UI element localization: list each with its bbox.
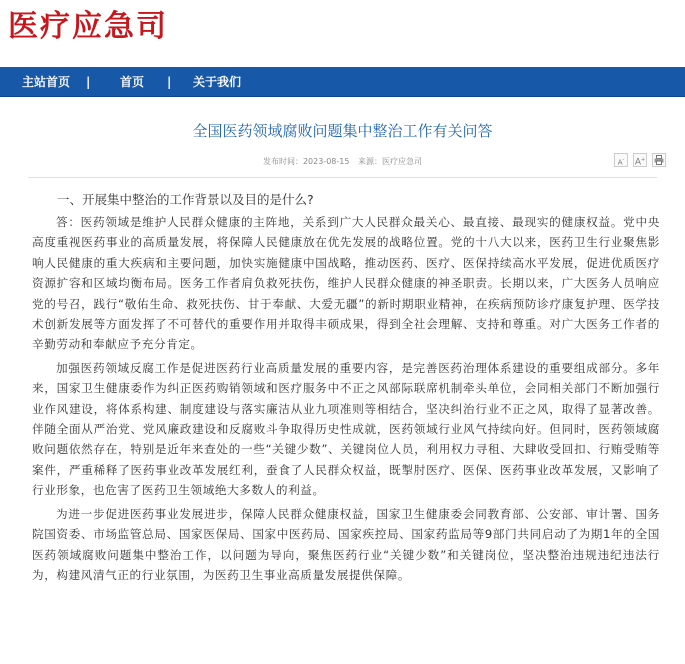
site-logo[interactable]: 医疗应急司 [8,9,168,44]
publish-date-label: 发布时间：2023-08-15 [262,157,350,166]
font-larger-button[interactable]: A+ [633,153,647,167]
main-nav [0,67,685,97]
article-meta [0,156,685,167]
paragraph: 为进一步促进医药事业发展进步，保障人民群众健康权益，国家卫生健康委会同教育部、公安部、审计署、国务院国资委、市场监管总局、国家医保局、国家中医药局、国家疾控局、国家药监局等9部门共同启动了为期1年的全国医药领域腐败问题集中整治工作，以问题为导向，聚焦医药行业“关键少数”和关键岗位，坚决整治违规违纪违法行为，构建风清气正的行业氛围，为医药卫生事业高质量发展提供保障。 [32,506,660,582]
paragraph: 加强医药领域反腐工作是促进医药行业高质量发展的重要内容，是完善医药治理体系建设的重要组成部分。多年来，国家卫生健康委作为纠正医药购销领域和医疗服务中不正之风部际联席机制牵头单位，会同相关部门不断加强行业作风建设，将体系构建、制度建设与落实廉洁从业九项准则等相结合，坚决纠治行业不正之风，取得了显著改善。伴随全面从严治党、党风廉政建设和反腐败斗争取得历史性成就，医药领域行业风气持续向好。但同时，医药领域腐败问题依然存在，特别是近年来查处的一些“关键少数”、关键岗位人员，利用权力寻租、大肆收受回扣、行贿受贿等案件，严重稀释了医药事业改革发展红利，蚕食了人民群众权益，既掣肘医疗、医保、医药事业改革发展，又影响了行业形象，也危害了医药卫生领域绝大多数人的利益。 [32,360,660,498]
nav-item-home[interactable]: 首页 [120,75,145,89]
nav-item-about[interactable]: 关于我们 [193,75,242,89]
nav-separator: | [86,75,91,89]
print-icon [654,155,664,165]
source-name: 医疗应急司 [382,157,423,166]
site-header [0,0,685,66]
font-smaller-button[interactable]: A- [614,153,628,167]
source-info: 来源：医疗应急司 [358,157,423,166]
nav-separator: | [167,75,172,89]
nav-item-main-home[interactable]: 主站首页 [22,75,71,89]
article-body [32,190,660,585]
question-heading: 一、开展集中整治的工作背景以及目的是什么? [57,192,314,207]
print-button[interactable] [652,153,666,167]
paragraph: 答：医药领域是维护人民群众健康的主阵地，关系到广大人民群众最关心、最直接、最现实的健康权益。党中央高度重视医药事业的高质量发展，将保障人民健康放在优先发展的战略位置。党的十八大以来，医药卫生行业聚焦影响人民健康的重大疾病和主要问题，加快实施健康中国战略，推动医药、医疗、医保持续高水平发展，促进优质医疗资源扩容和区域均衡布局。医务工作者肩负救死扶伤，维护人民群众健康的神圣职责。长期以来，广大医务人员响应党的号召，践行“敬佑生命、救死扶伤、甘于奉献、大爱无疆”的新时期职业精神，在疾病预防诊疗康复护理、医学技术创新发展等方面发挥了不可替代的重要作用并取得丰硕成果，得到全社会理解、支持和尊重。对广大医务工作者的辛勤劳动和奉献应予充分肯定。 [32,215,660,352]
article-title: 全国医药领域腐败问题集中整治工作有关问答 [192,122,493,140]
publish-date: 2023-08-15 [302,157,350,166]
title-divider [28,177,657,178]
